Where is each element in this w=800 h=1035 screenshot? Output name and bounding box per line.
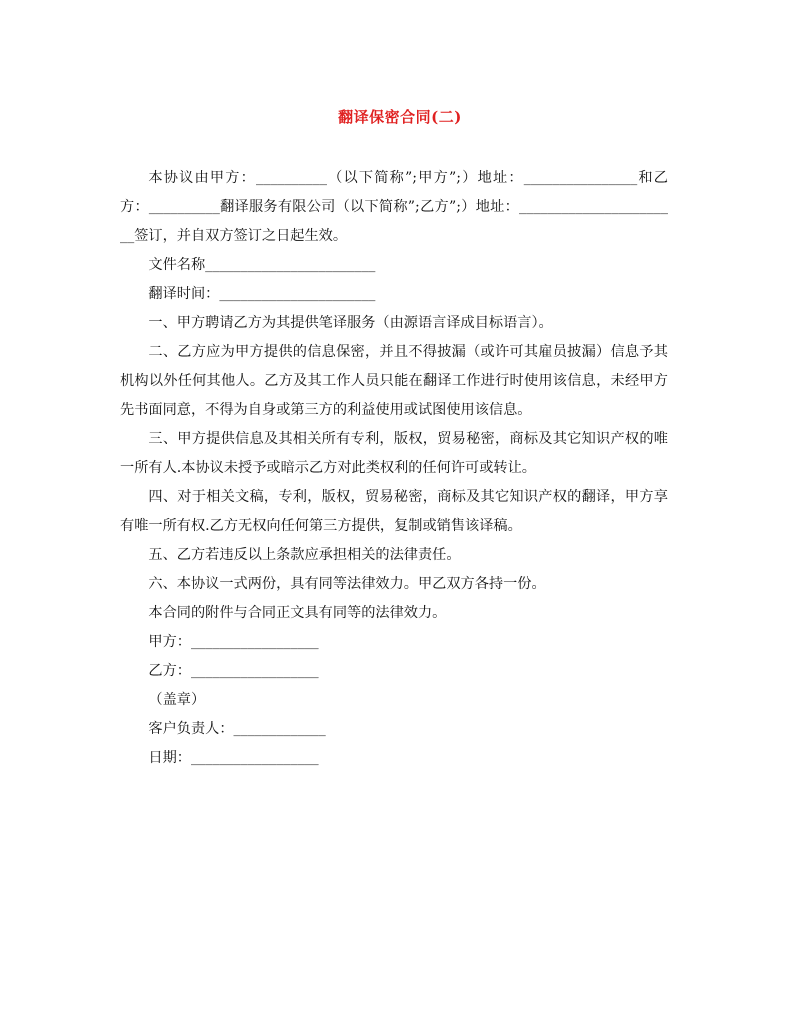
paragraph-attachment-validity: 本合同的附件与合同正文具有同等的法律效力。 [148,605,447,621]
signature-party-b: 乙方：__________________ [148,663,319,679]
seal-note: （盖章） [148,692,206,708]
document-body [120,164,668,773]
clause-1: 一、甲方聘请乙方为其提供笔译服务（由源语言译成目标语言）。 [148,315,553,331]
paragraph-file-name: 文件名称________________________ [148,257,376,273]
signature-party-a: 甲方：__________________ [148,634,319,650]
clause-3: 三、甲方提供信息及其相关所有专利，版权，贸易秘密，商标及其它知识产权的唯一所有人.本协议未授予或暗示乙方对此类权利的任何许可或转让。 [120,431,668,476]
paragraph-translation-time: 翻译时间：______________________ [148,286,376,302]
signature-client-lead: 客户负责人：_____________ [148,721,326,737]
clause-6: 六、本协议一式两份，具有同等法律效力。甲乙双方各持一份。 [148,576,546,592]
paragraph-intro: 本协议由甲方：__________（以下简称”;甲方”;）地址：________________和乙方：__________翻译服务有限公司（以下简称”;乙方”;）地址：_______________________签订，并自双方签订之日起生效。 [120,170,668,244]
clause-2: 二、乙方应为甲方提供的信息保密，并且不得披漏（或许可其雇员披漏）信息予其机构以外任何其他人。乙方及其工作人员只能在翻译工作进行时使用该信息，未经甲方先书面同意，不得为自身或第三方的利益使用或试图使用该信息。 [120,344,668,418]
document-title: 翻译保密合同(二) [338,108,462,126]
clause-4: 四、对于相关文稿，专利，版权，贸易秘密，商标及其它知识产权的翻译，甲方享有唯一所有权.乙方无权向任何第三方提供，复制或销售该译稿。 [120,489,668,534]
clause-5: 五、乙方若违反以上条款应承担相关的法律责任。 [148,547,461,563]
signature-date: 日期：__________________ [148,750,319,766]
